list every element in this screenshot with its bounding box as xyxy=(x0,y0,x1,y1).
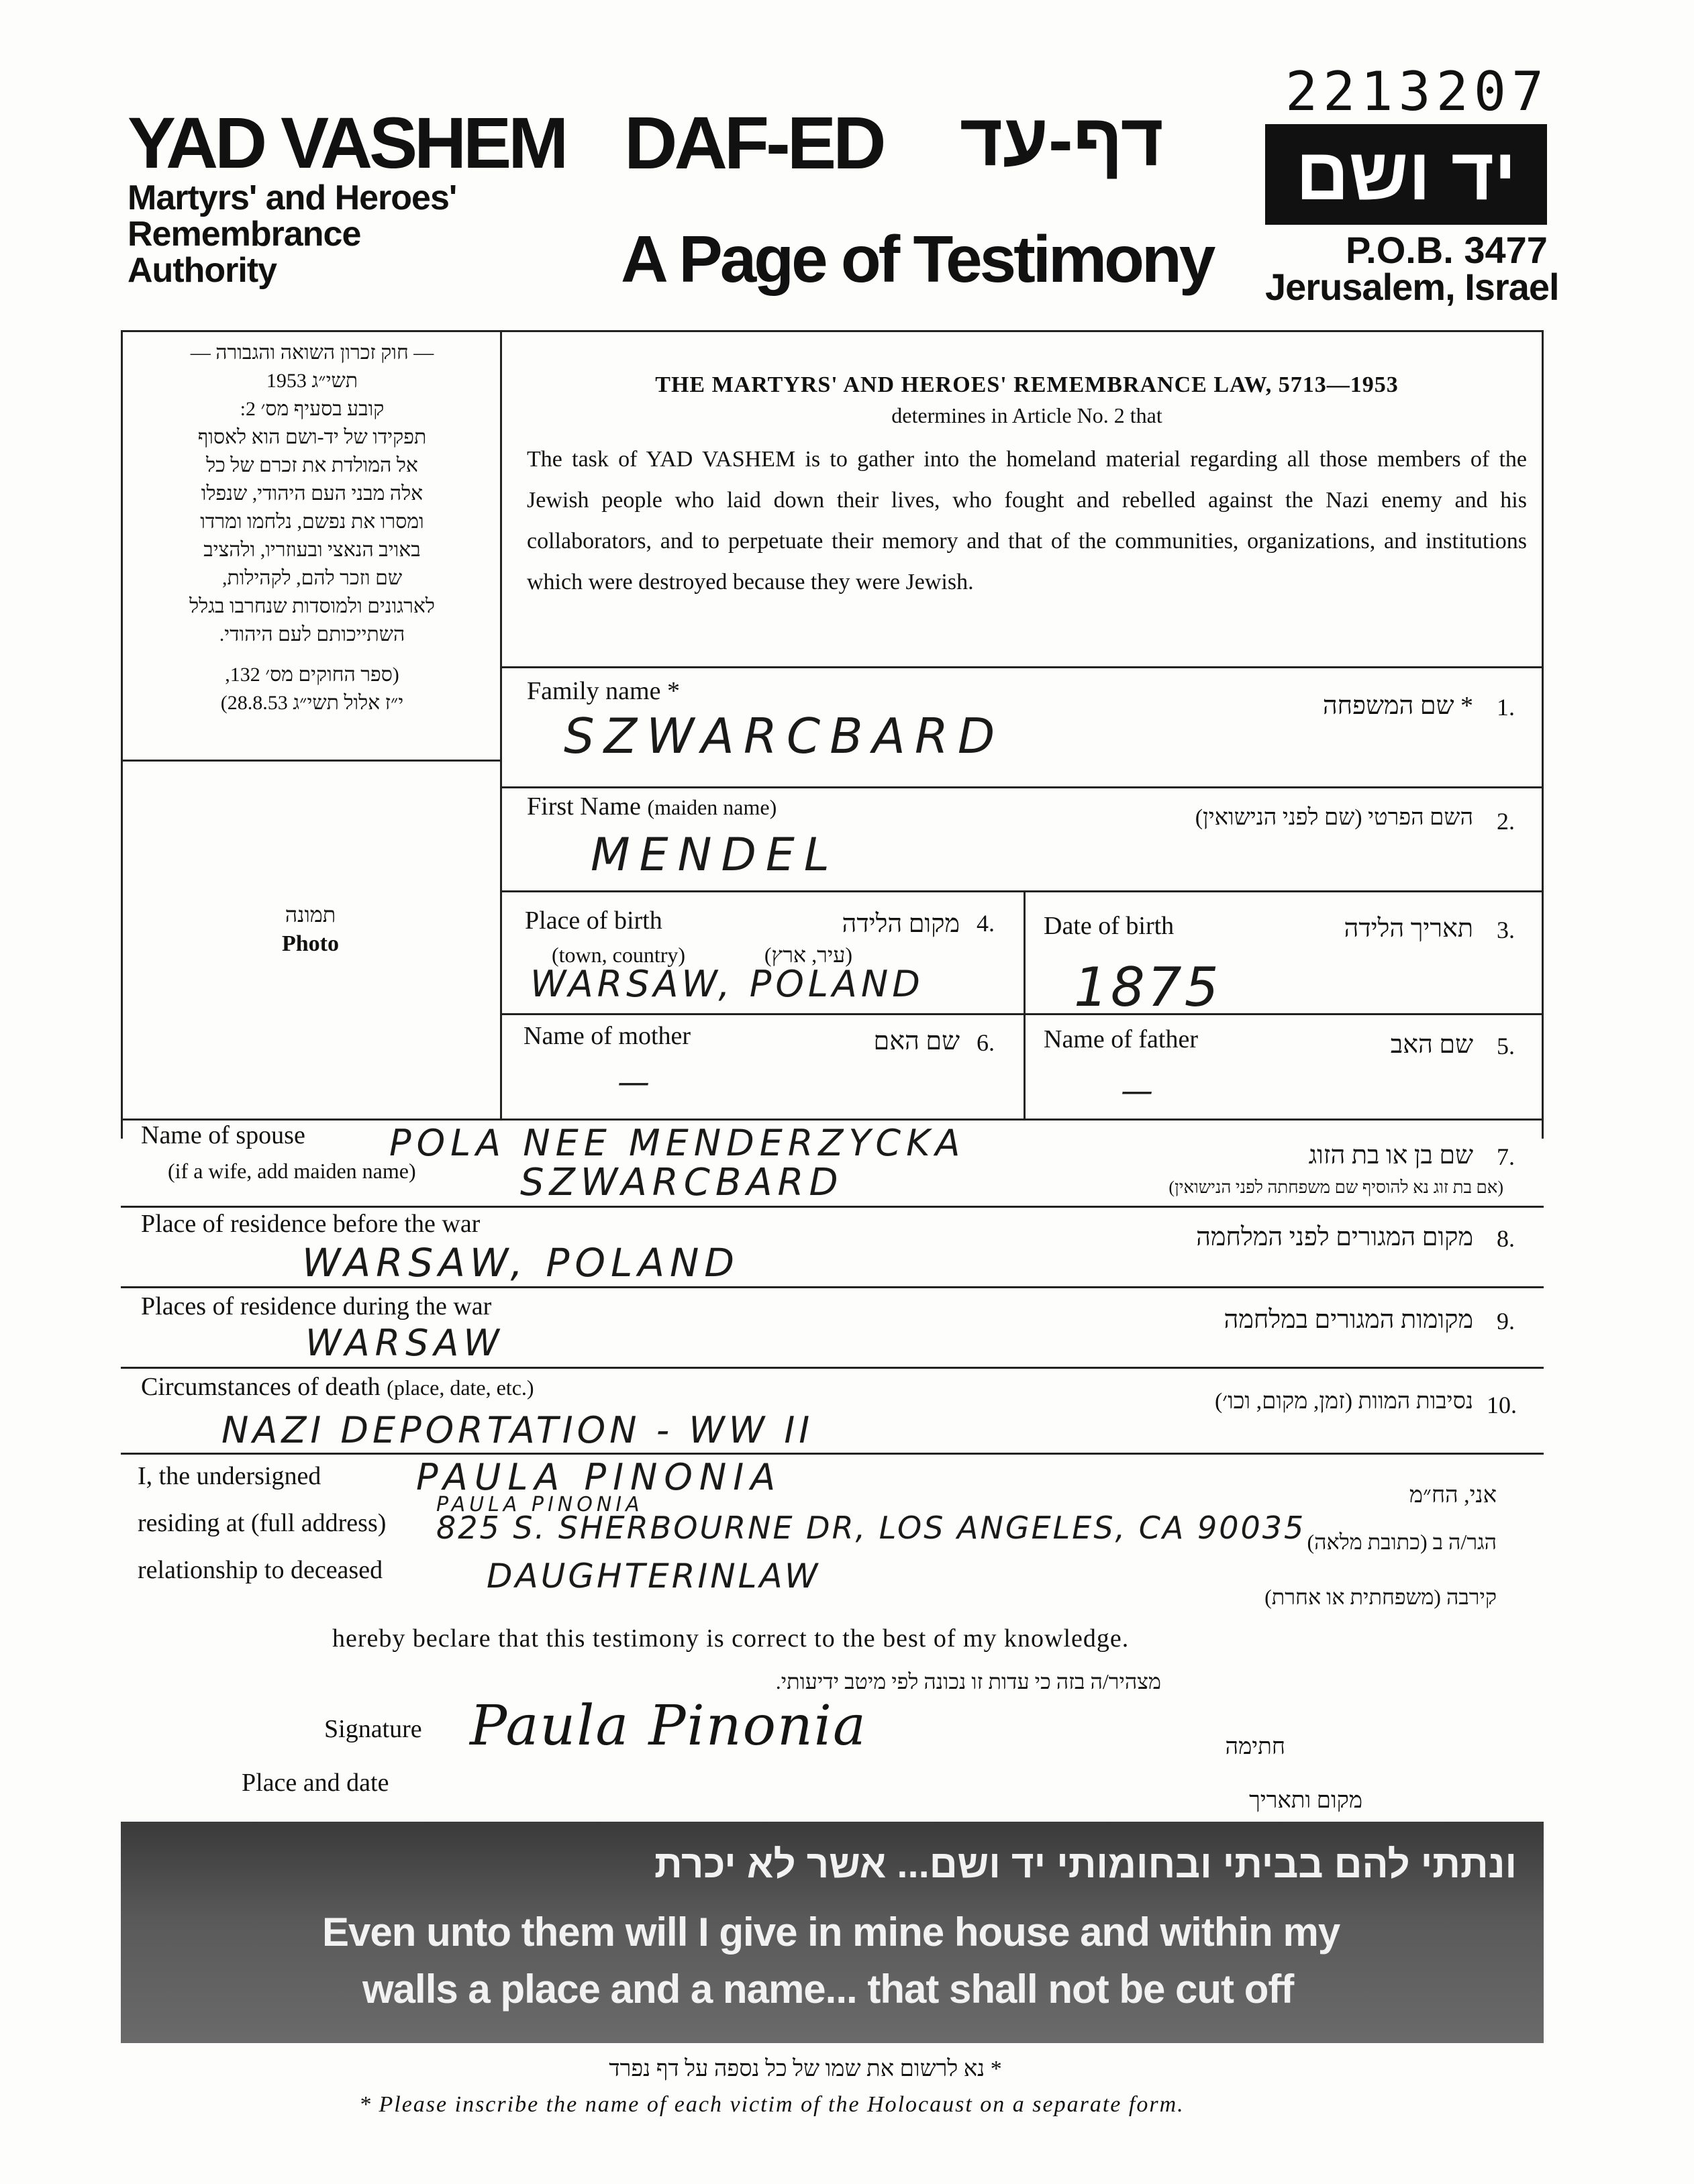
undersigned-hebrew: אני, הח״מ xyxy=(1409,1483,1497,1508)
org-subtitle xyxy=(128,180,456,289)
father-name-label: Name of father xyxy=(1044,1025,1198,1053)
city: Jerusalem, Israel xyxy=(1265,266,1559,308)
logo-yad-vashem: יד ושם xyxy=(1265,124,1547,225)
signature-label: Signature xyxy=(324,1715,422,1743)
relationship-label: relationship to deceased xyxy=(138,1556,383,1584)
place-of-birth-label: Place of birth xyxy=(525,906,662,935)
date-of-birth-hebrew: תאריך הלידה xyxy=(1344,915,1473,943)
date-of-birth-input[interactable]: 1875 xyxy=(1074,956,1222,1019)
page-title: A Page of Testimony xyxy=(621,222,1213,296)
declaration-hebrew: מצהיר/ה בזה כי עדות זו נכונה לפי מיטב ידיעותי. xyxy=(775,1669,1161,1694)
footer-note: * Please inscribe the name of each victim of the Holocaust on a separate form. xyxy=(359,2092,1185,2117)
first-name-label-text: First Name xyxy=(527,792,641,821)
law-hebrew-title: — חוק זכרון השואה והגבורה — xyxy=(190,342,434,364)
footer-note-hebrew: * נא לרשום את שמו של כל נספה על דף נפרד xyxy=(609,2057,1002,2081)
law-english-title: THE MARTYRS' AND HEROES' REMEMBRANCE LAW, 5713—1953 xyxy=(655,372,1399,397)
spouse-input-maiden[interactable]: SZWARCBARD xyxy=(520,1161,844,1204)
place-of-birth-input[interactable]: WARSAW, POLAND xyxy=(530,963,924,1005)
place-of-birth-hebrew: מקום הלידה xyxy=(842,910,960,938)
mother-name-label: Name of mother xyxy=(524,1022,691,1050)
law-hebrew-line: ומסרו את נפשם, נלחמו ומרדו xyxy=(200,511,424,533)
residing-hebrew: הגר/ה ב (כתובת מלאה) xyxy=(1307,1530,1497,1554)
residence-before-input[interactable]: WARSAW, POLAND xyxy=(302,1240,740,1286)
place-of-birth-number: 4. xyxy=(977,910,995,937)
circumstances-label-sub: (place, date, etc.) xyxy=(387,1375,534,1400)
place-of-birth-label-sub: (town, country) xyxy=(552,943,686,967)
residence-during-input[interactable]: WARSAW xyxy=(305,1322,505,1364)
first-name-input[interactable]: MENDEL xyxy=(591,829,839,882)
date-of-birth-number: 3. xyxy=(1497,917,1515,943)
date-of-birth-label: Date of birth xyxy=(1044,912,1175,940)
law-hebrew-line: שם וזכר להם, לקהילות, xyxy=(221,567,403,589)
father-name-number: 5. xyxy=(1497,1033,1515,1059)
declaration-text: hereby beclare that this testimony is correct to the best of my knowledge. xyxy=(332,1624,1130,1653)
record-number: 2213207 xyxy=(1285,60,1550,123)
relationship-input[interactable]: DAUGHTERINLAW xyxy=(487,1557,821,1596)
first-name-number: 2. xyxy=(1497,808,1515,835)
spouse-number: 7. xyxy=(1497,1143,1515,1170)
org-subtitle-line: Remembrance xyxy=(128,215,361,254)
law-hebrew-date: י״ז אלול תשי״ג 28.8.53) xyxy=(220,692,404,714)
law-hebrew-line: תפקידו של יד-ושם הוא לאסוף xyxy=(197,426,427,448)
mother-name-number: 6. xyxy=(977,1029,995,1056)
residence-before-label: Place of residence before the war xyxy=(141,1210,481,1238)
spouse-label: Name of spouse xyxy=(141,1121,305,1149)
undersigned-name-input[interactable]: PAULA PINONIA xyxy=(416,1456,783,1498)
family-name-number: 1. xyxy=(1497,694,1515,721)
place-of-birth-hebrew-sub: (עיר, ארץ) xyxy=(764,943,852,967)
family-name-input[interactable]: SZWARCBARD xyxy=(564,708,1005,764)
undersigned-label: I, the undersigned xyxy=(138,1462,321,1490)
law-english-subtitle: determines in Article No. 2 that xyxy=(891,403,1162,427)
residence-before-number: 8. xyxy=(1497,1225,1515,1252)
org-subtitle-line: Authority xyxy=(128,251,277,290)
mother-name-input[interactable]: — xyxy=(617,1063,650,1101)
banner-line-1: Even unto them will I give in mine house and within my xyxy=(322,1910,1340,1955)
banner-line-2: walls a place and a name... that shall not be cut off xyxy=(362,1967,1294,2012)
residence-during-label: Places of residence during the war xyxy=(141,1292,492,1320)
residence-during-hebrew: מקומות המגורים במלחמה xyxy=(1224,1306,1473,1334)
law-hebrew-year: תשי״ג 1953 xyxy=(266,370,358,392)
circumstances-number: 10. xyxy=(1487,1392,1517,1418)
quote-banner xyxy=(121,1822,1544,2043)
law-box-english xyxy=(527,372,1527,603)
residing-address-input[interactable]: 825 S. SHERBOURNE DR, LOS ANGELES, CA 90035 xyxy=(436,1510,1306,1546)
circumstances-label xyxy=(141,1372,534,1402)
father-name-hebrew: שם האב xyxy=(1390,1031,1473,1059)
law-english-body: The task of YAD VASHEM is to gather into the homeland material regarding all those members of the Jewish people who laid down their lives, who fought and rebelled against the Nazi enemy and his collaborators, and to perpetuate their memory and that of the communities, organizations, and institutions which were destroyed because they were Jewish. xyxy=(527,447,1527,594)
undersigned-name-print: PAULA PINONIA xyxy=(436,1493,644,1516)
first-name-label-sub: (maiden name) xyxy=(647,795,777,819)
mother-name-hebrew: שם האם xyxy=(873,1027,960,1055)
relationship-hebrew: קירבה (משפחתית או אחרת) xyxy=(1264,1585,1497,1609)
family-name-label: Family name * xyxy=(527,677,680,705)
place-date-hebrew: מקום ותאריך xyxy=(1249,1788,1362,1813)
first-name-hebrew: השם הפרטי (שם לפני הנישואין) xyxy=(1195,805,1473,830)
law-hebrew-source: (ספר החוקים מס׳ 132, xyxy=(225,664,399,686)
spouse-hebrew-sub: (אם בת זוג נא להוסיף שם משפחתה לפני הנישואין) xyxy=(1168,1178,1503,1197)
circumstances-label-text: Circumstances of death xyxy=(141,1373,381,1401)
po-box: P.O.B. 3477 xyxy=(1346,229,1548,271)
org-subtitle-line: Martyrs' and Heroes' xyxy=(128,178,457,217)
law-hebrew-line: אלה מבני העם היהודי, שנפלו xyxy=(201,482,424,505)
law-hebrew-line: השתייכותם לעם היהודי. xyxy=(219,623,405,645)
law-hebrew-line: לארגונים ולמוסדות שנחרבו בגלל xyxy=(189,595,435,617)
family-name-hebrew: * שם המשפחה xyxy=(1322,692,1473,720)
spouse-input[interactable]: POLA NEE MENDERZYCKA xyxy=(389,1122,966,1164)
photo-label-hebrew: תמונה xyxy=(285,902,336,927)
place-date-label: Place and date xyxy=(242,1769,389,1797)
daf-ed-hebrew: דף-עד xyxy=(960,99,1164,181)
circumstances-hebrew: נסיבות המוות (זמן, מקום, וכו׳) xyxy=(1214,1389,1473,1414)
signature-hebrew: חתימה xyxy=(1225,1734,1285,1759)
spouse-label-sub: (if a wife, add maiden name) xyxy=(168,1159,416,1183)
photo-label: Photo xyxy=(282,931,339,956)
residence-during-number: 9. xyxy=(1497,1308,1515,1335)
residence-before-hebrew: מקום המגורים לפני המלחמה xyxy=(1196,1223,1473,1251)
circumstances-input[interactable]: NAZI DEPORTATION - WW II xyxy=(221,1409,814,1451)
daf-ed-title: DAF-ED xyxy=(624,102,883,185)
law-hebrew-article: קובע בסעיף מס׳ 2: xyxy=(240,398,385,420)
law-hebrew-line: באויב הנאצי ובעוזריו, ולהציב xyxy=(203,539,421,561)
org-name: YAD VASHEM xyxy=(128,102,566,183)
signature-input[interactable]: Paula Pinonia xyxy=(470,1694,867,1758)
law-box-hebrew xyxy=(134,339,490,717)
first-name-label xyxy=(527,792,777,821)
spouse-hebrew: שם בן או בת הזוג xyxy=(1308,1141,1473,1169)
law-hebrew-line: אל המולדת את זכרם של כל xyxy=(206,454,418,476)
banner-hebrew: ונתתי להם בביתי ובחומותי יד ושם... אשר לא יכרת xyxy=(654,1842,1517,1886)
residing-label: residing at (full address) xyxy=(138,1509,387,1537)
father-name-input[interactable]: — xyxy=(1121,1072,1153,1110)
